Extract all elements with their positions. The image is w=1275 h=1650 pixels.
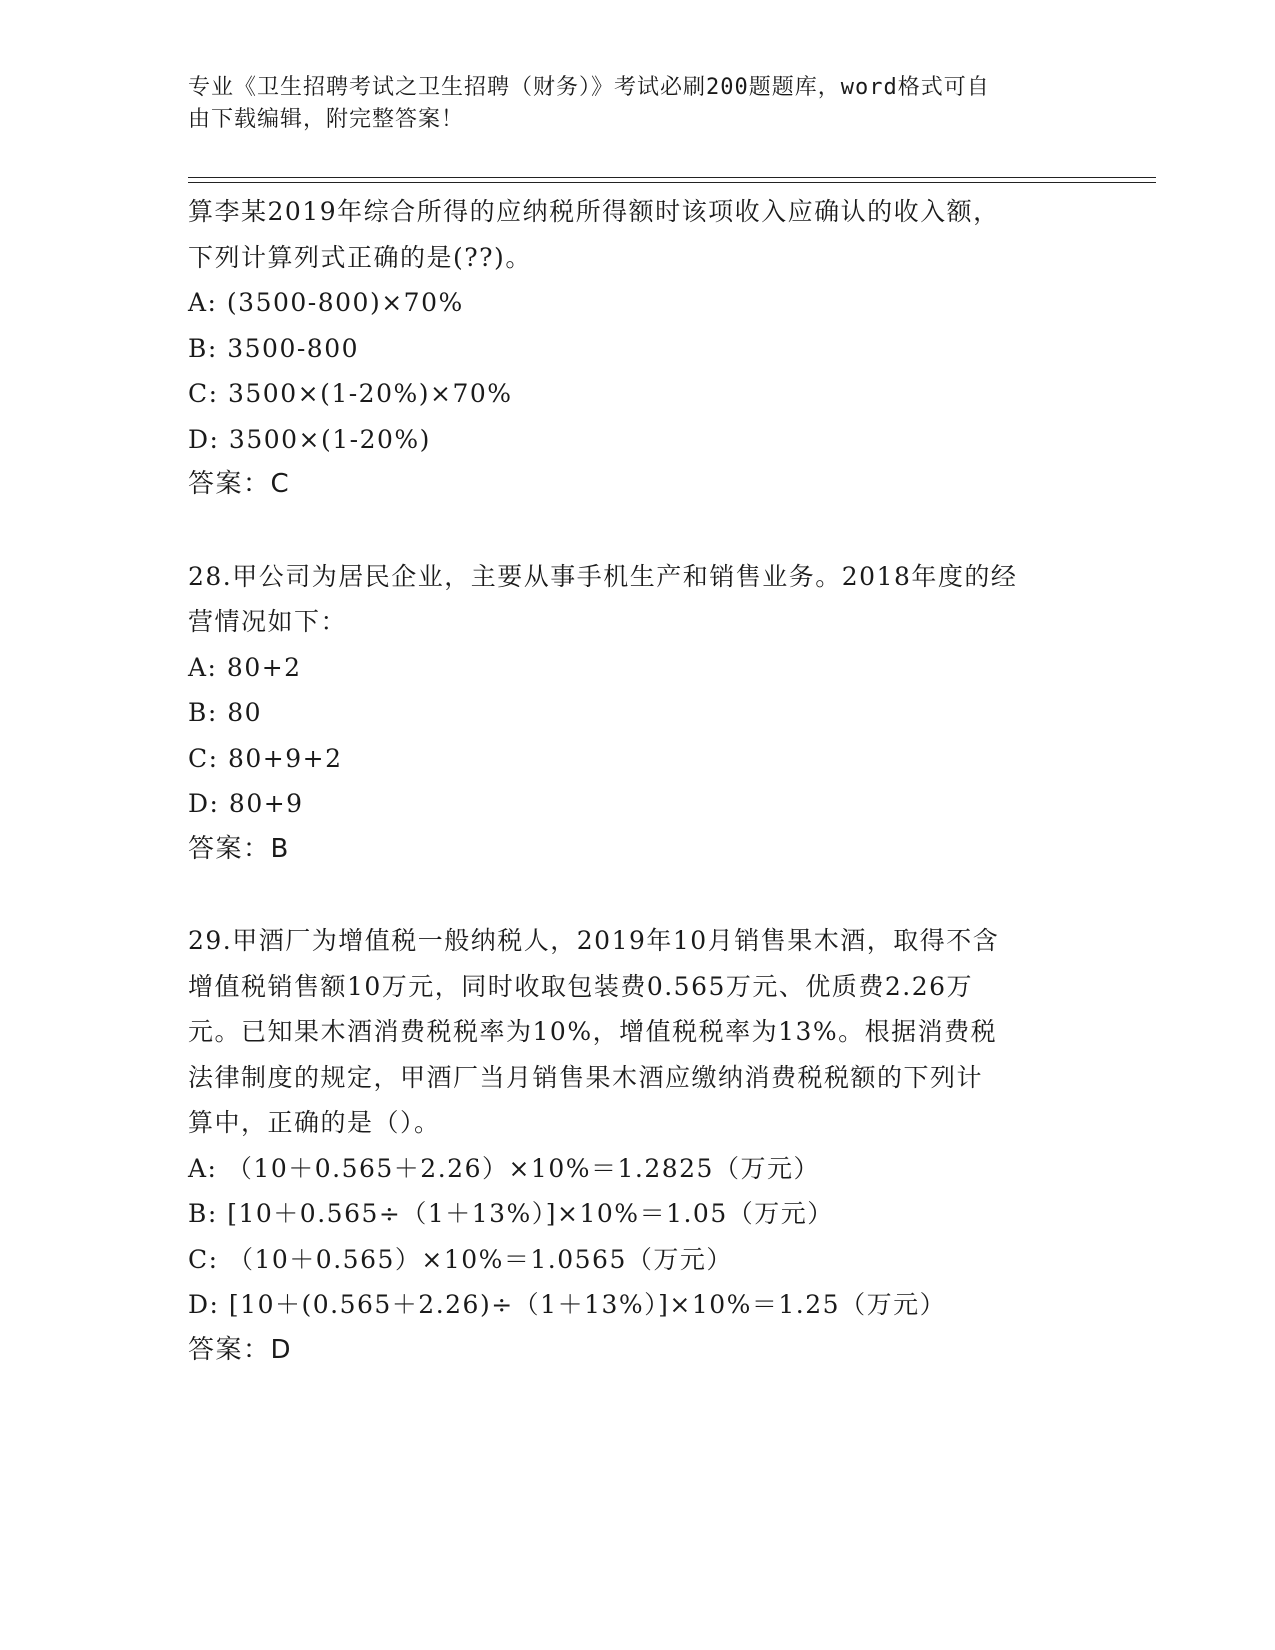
option-c: C: 80+9+2 — [188, 743, 343, 773]
question-spacer — [188, 872, 1098, 918]
option-d: D: [10＋(0.565＋2.26)÷（1＋13%）]×10%＝1.25（万元） — [188, 1290, 947, 1319]
answer-line: 答案：D — [188, 1334, 293, 1365]
option-a: A: （10＋0.565＋2.26）×10%＝1.2825（万元） — [188, 1153, 820, 1183]
answer-line: 答案：B — [188, 833, 290, 864]
option-b: B: 3500-800 — [188, 333, 360, 363]
question-stem-line: 28.甲公司为居民企业，主要从事手机生产和销售业务。2018年度的经 — [188, 561, 1018, 591]
option-d: D: 3500×(1-20%) — [188, 424, 431, 454]
question-stem-line: 下列计算列式正确的是(??)。 — [188, 242, 532, 272]
option-b: B: [10＋0.565÷（1＋13%）]×10%＝1.05（万元） — [188, 1199, 834, 1228]
header-line-1: 专业《卫生招聘考试之卫生招聘（财务）》考试必刷200题题库，word格式可自 — [188, 75, 990, 100]
question-stem-line: 法律制度的规定，甲酒厂当月销售果木酒应缴纳消费税税额的下列计 — [188, 1062, 984, 1092]
question-stem-line: 算中，正确的是（）。 — [188, 1108, 441, 1137]
question-stem-line: 元。已知果木酒消费税税率为10%，增值税税率为13%。根据消费税 — [188, 1017, 998, 1046]
question-27 — [188, 189, 1098, 508]
question-spacer — [188, 508, 1098, 554]
question-stem-line: 29.甲酒厂为增值税一般纳税人，2019年10月销售果木酒，取得不含 — [188, 926, 1000, 955]
question-stem-line: 增值税销售额10万元，同时收取包装费0.565万元、优质费2.26万 — [188, 971, 974, 1001]
question-list — [188, 189, 1098, 1373]
header-line-2: 由下载编辑，附完整答案！ — [188, 107, 465, 132]
question-29 — [188, 918, 1098, 1373]
header-divider-top — [188, 177, 1156, 178]
question-28 — [188, 554, 1098, 873]
page-header — [188, 72, 1088, 136]
question-stem-line: 算李某2019年综合所得的应纳税所得额时该项收入应确认的收入额， — [188, 197, 1000, 226]
option-a: A: (3500-800)×70% — [188, 288, 464, 317]
option-c: C: （10＋0.565）×10%＝1.0565（万元） — [188, 1244, 733, 1274]
question-stem-line: 营情况如下： — [188, 607, 348, 636]
answer-line: 答案：C — [188, 469, 291, 499]
option-d: D: 80+9 — [188, 789, 304, 818]
option-a: A: 80+2 — [188, 652, 302, 682]
header-divider-bottom — [188, 182, 1156, 183]
option-c: C: 3500×(1-20%)×70% — [188, 379, 513, 408]
option-b: B: 80 — [188, 698, 263, 727]
